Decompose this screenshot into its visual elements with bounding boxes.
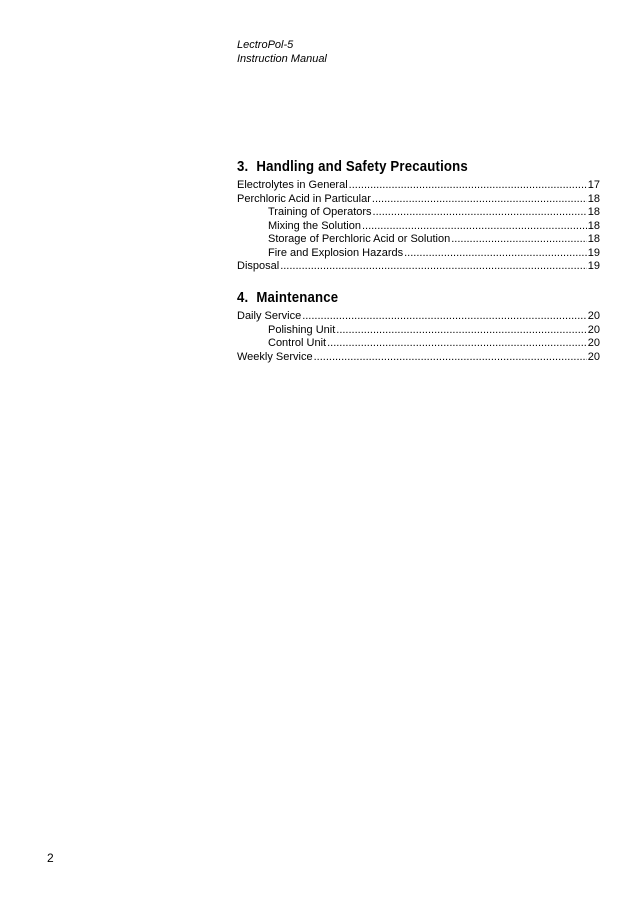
section-number: 3.	[237, 158, 249, 175]
toc-entry-control-unit[interactable]	[237, 337, 600, 351]
toc-entry-mixing-the-solution[interactable]	[237, 220, 600, 234]
section-number: 4.	[237, 289, 249, 306]
toc-entry-page: 17	[587, 179, 600, 191]
section-title: Handling and Safety Precautions	[256, 158, 468, 175]
toc-entry-page: 20	[587, 350, 600, 363]
toc-entry-title: Storage of Perchloric Acid or Solution	[268, 233, 451, 245]
dot-leader	[362, 220, 587, 234]
toc-entry-page: 20	[587, 337, 600, 349]
toc-entry-page: 20	[587, 310, 600, 322]
toc-entry-title: Electrolytes in General	[237, 179, 348, 191]
section-heading	[237, 157, 556, 177]
toc-entry-fire-and-explosion-hazards[interactable]	[237, 247, 600, 261]
toc-entry-page: 18	[587, 206, 600, 218]
toc-entry-polishing-unit[interactable]	[237, 324, 600, 338]
section-title: Maintenance	[256, 289, 339, 306]
section-heading	[237, 288, 556, 308]
running-header	[237, 38, 327, 66]
dot-leader	[336, 324, 586, 338]
toc-entry-title: Polishing Unit	[268, 323, 336, 336]
toc-entry-title: Weekly Service	[237, 350, 313, 363]
toc-entry-title: Fire and Explosion Hazards	[268, 246, 404, 259]
toc-entry-title: Control Unit	[268, 337, 327, 349]
toc-entry-title: Daily Service	[237, 310, 302, 322]
toc-entry-page: 19	[587, 246, 600, 259]
toc-entry-title: Perchloric Acid in Particular	[237, 192, 371, 205]
toc-entry-training-of-operators[interactable]	[237, 206, 600, 220]
toc-entry-weekly-service[interactable]	[237, 351, 600, 365]
toc-entry-page: 20	[587, 323, 600, 336]
toc-entry-title: Mixing the Solution	[268, 219, 361, 232]
toc-entry-page: 19	[587, 260, 600, 272]
dot-leader	[327, 337, 587, 351]
toc-entry-storage[interactable]	[237, 233, 600, 247]
dot-leader	[349, 179, 587, 193]
dot-leader	[302, 310, 587, 324]
header-product-name: LectroPol-5	[237, 39, 294, 51]
page-number: 2	[47, 851, 54, 865]
dot-leader	[314, 351, 587, 365]
dot-leader	[404, 247, 587, 261]
toc-entry-disposal[interactable]	[237, 260, 600, 274]
header-document-type: Instruction Manual	[237, 53, 327, 65]
toc-entry-page: 18	[587, 192, 600, 205]
toc-entry-electrolytes-in-general[interactable]	[237, 179, 600, 193]
toc-entry-perchloric-acid[interactable]	[237, 193, 600, 207]
toc-entry-daily-service[interactable]	[237, 310, 600, 324]
toc-entry-page: 18	[587, 219, 600, 232]
toc-entry-page: 18	[587, 233, 600, 245]
dot-leader	[451, 233, 587, 247]
dot-leader	[373, 206, 587, 220]
toc-entry-title: Training of Operators	[268, 206, 372, 218]
toc-section-handling-safety	[237, 157, 600, 274]
dot-leader	[280, 260, 587, 274]
toc-section-maintenance	[237, 288, 600, 364]
dot-leader	[372, 193, 587, 207]
toc-entry-title: Disposal	[237, 260, 280, 272]
